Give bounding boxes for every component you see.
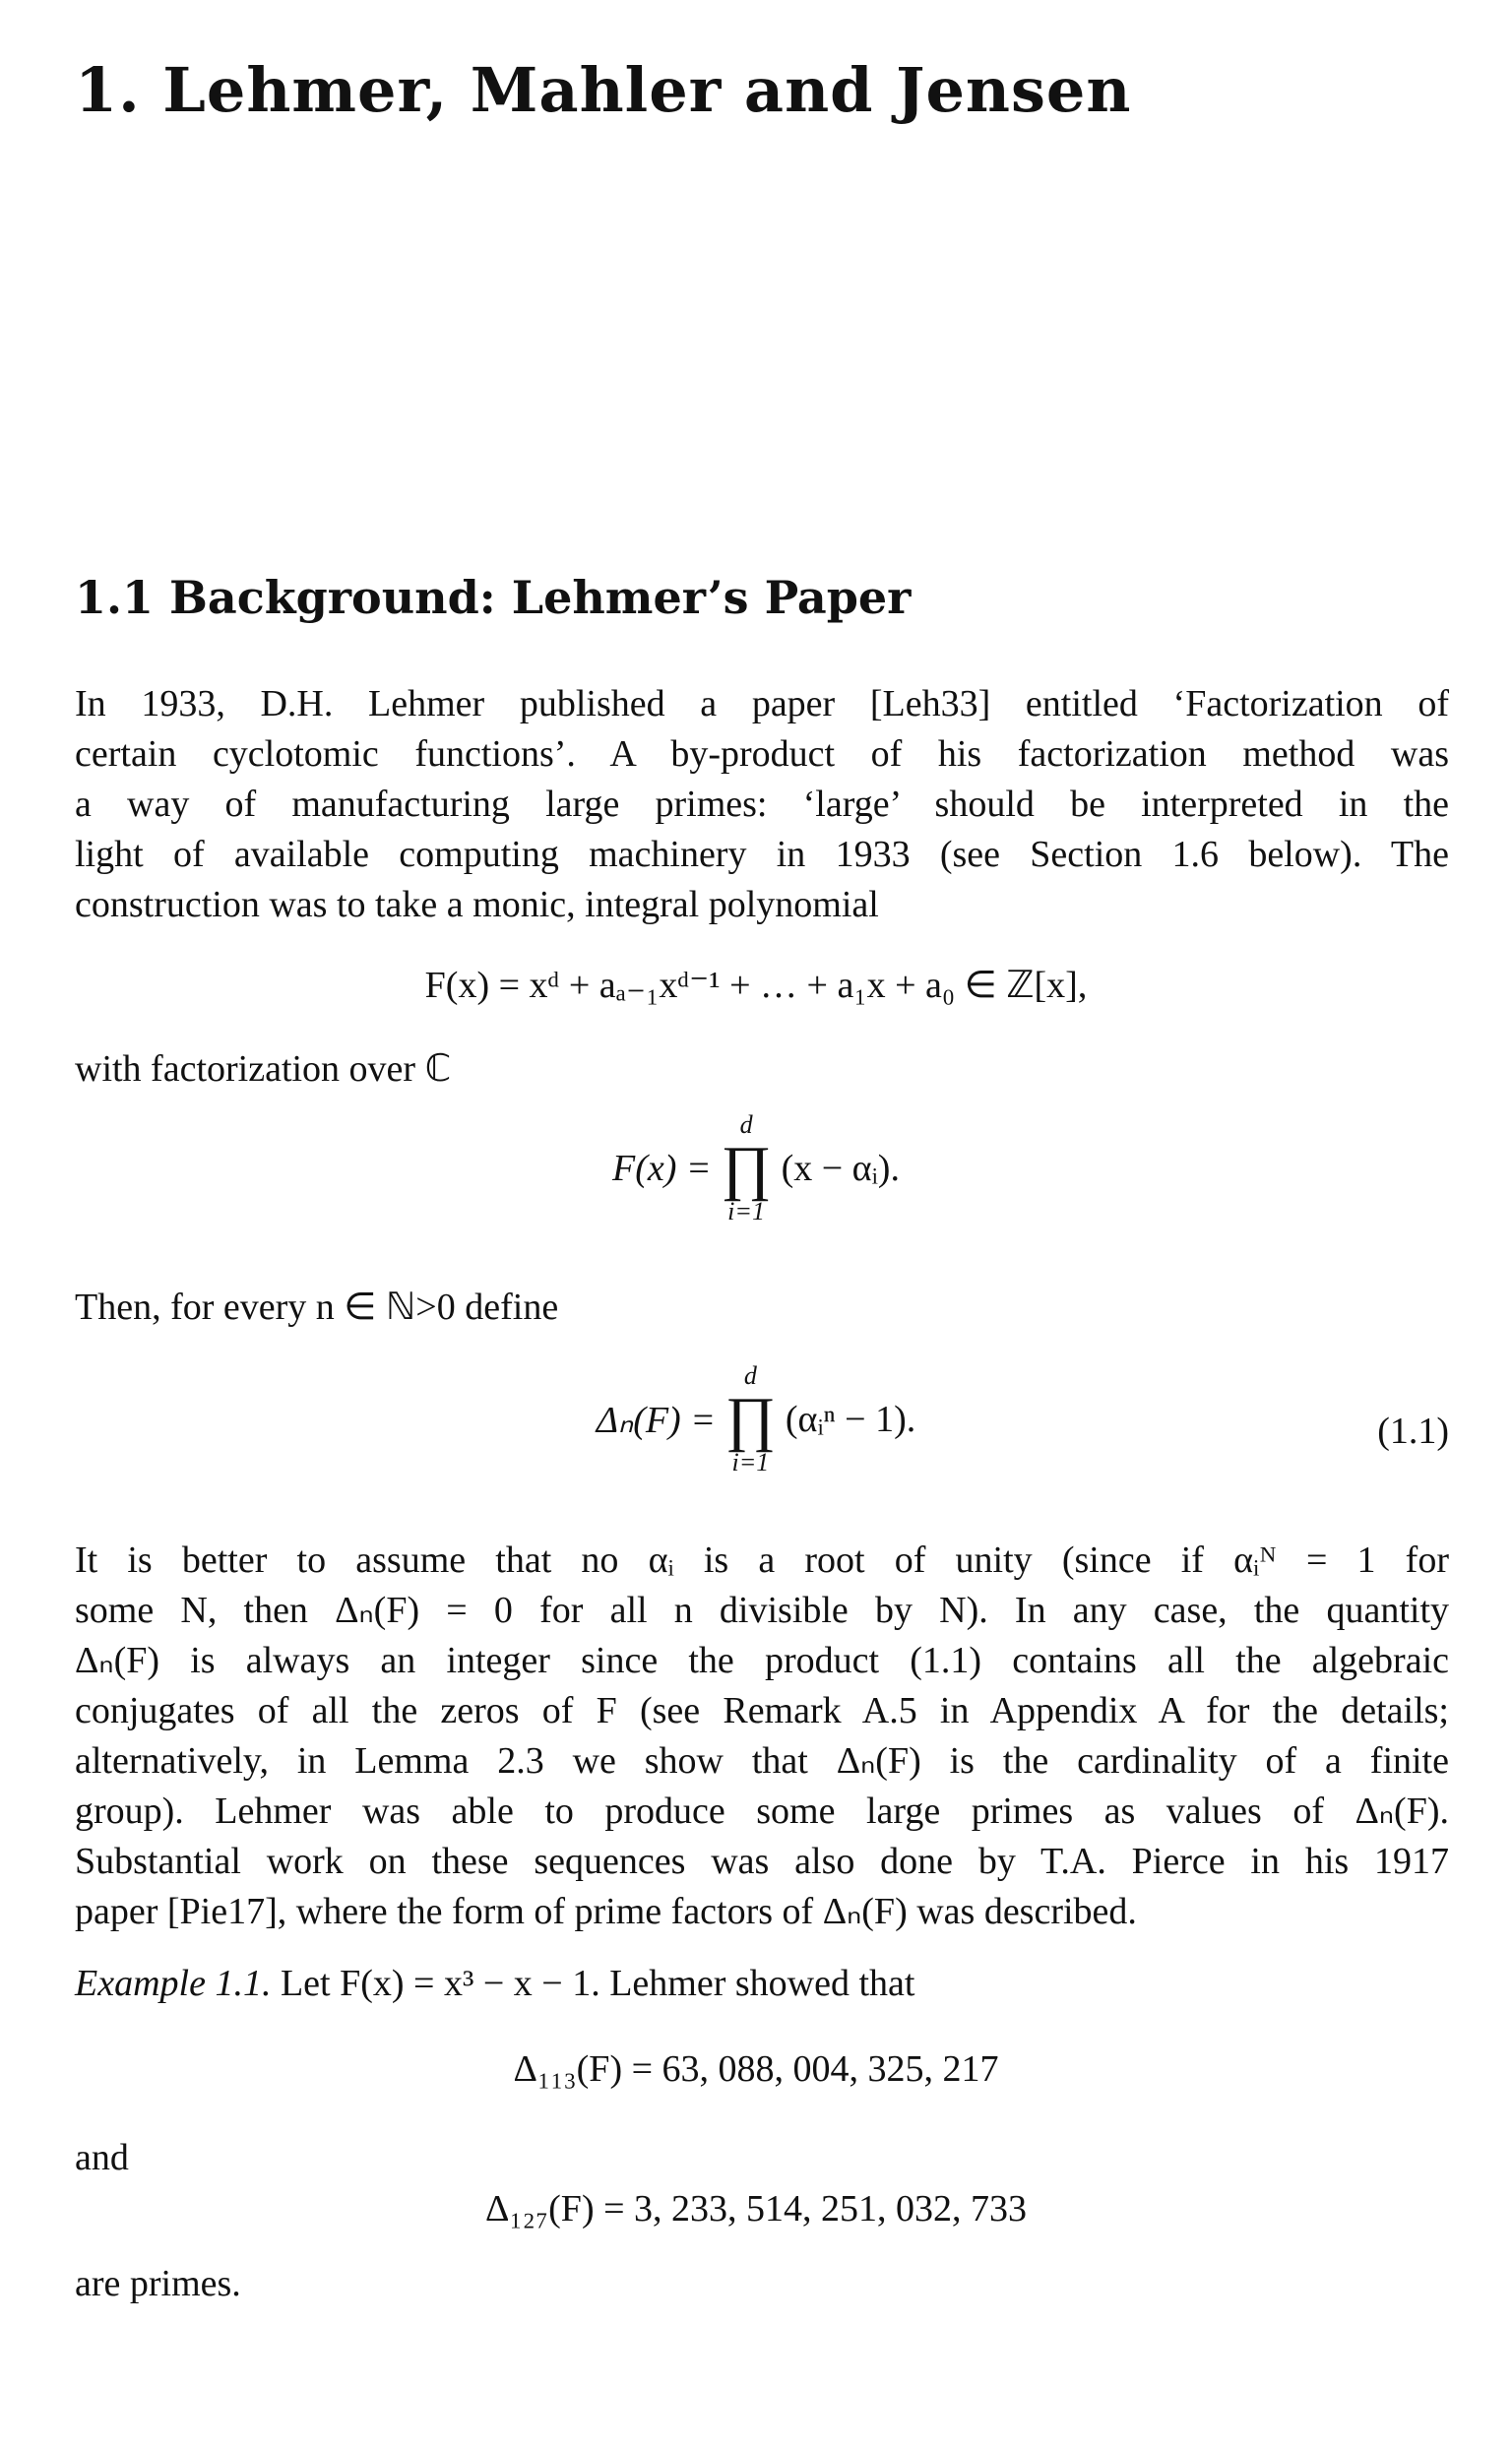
- delta-lhs: Δₙ(F) =: [596, 1399, 716, 1441]
- example-closing: are primes.: [75, 2263, 241, 2304]
- example-text: Let F(x) = x³ − x − 1. Lehmer showed that: [280, 1963, 915, 2004]
- factorization-rhs: (x − αᵢ).: [781, 1148, 900, 1189]
- product-operator: [725, 1363, 776, 1476]
- with-factorization-text: with factorization over ℂ: [75, 1048, 452, 1090]
- factorization-equation: [0, 1112, 1512, 1225]
- discussion-line: Substantial work on these sequences was also done by T.A. Pierce in his 1917: [75, 1841, 1449, 1882]
- delta-rhs: (αᵢⁿ − 1).: [785, 1399, 916, 1440]
- product-operator: [722, 1112, 772, 1225]
- intro-line: light of available computing machinery in 1933 (see Section 1.6 below). The: [75, 834, 1449, 875]
- equation-number: (1.1): [1377, 1411, 1449, 1452]
- product-lower-limit: i=1: [727, 1197, 765, 1225]
- discussion-paragraph: [75, 1536, 1449, 1937]
- product-upper-limit: d: [739, 1110, 753, 1139]
- factorization-lhs: F(x) =: [612, 1148, 712, 1189]
- discussion-line: paper [Pie17], where the form of prime factors of Δₙ(F) was described.: [75, 1891, 1137, 1932]
- section-title: 1.1 Background: Lehmer’s Paper: [75, 571, 912, 624]
- discussion-line: Δₙ(F) is always an integer since the product (1.1) contains all the algebraic: [75, 1640, 1449, 1681]
- delta-equation: [0, 1363, 1512, 1476]
- intro-line: construction was to take a monic, integral polynomial: [75, 884, 879, 925]
- discussion-line: alternatively, in Lemma 2.3 we show that Δₙ(F) is the cardinality of a finite: [75, 1740, 1449, 1782]
- discussion-line: group). Lehmer was able to produce some large primes as values of Δₙ(F).: [75, 1790, 1449, 1832]
- example-and: and: [75, 2137, 129, 2178]
- chapter-title: 1. Lehmer, Mahler and Jensen: [75, 54, 1132, 126]
- example-equation-2: Δ₁₂₇(F) = 3, 233, 514, 251, 032, 733: [484, 2188, 1028, 2230]
- intro-line: certain cyclotomic functions’. A by-product of his factorization method was: [75, 733, 1449, 775]
- product-upper-limit: d: [743, 1361, 757, 1390]
- product-symbol: ∏: [721, 1135, 772, 1202]
- example-equation-1: Δ₁₁₃(F) = 63, 088, 004, 325, 217: [513, 2048, 999, 2090]
- discussion-line: It is better to assume that no αᵢ is a root of unity (since if αᵢᴺ = 1 for: [75, 1539, 1449, 1581]
- intro-paragraph: [75, 679, 1449, 930]
- discussion-line: some N, then Δₙ(F) = 0 for all n divisible by N). In any case, the quantity: [75, 1590, 1449, 1631]
- example-statement: [75, 1962, 914, 2005]
- intro-line: In 1933, D.H. Lehmer published a paper [Leh33] entitled ‘Factorization of: [75, 683, 1449, 724]
- discussion-line: conjugates of all the zeros of F (see Remark A.5 in Appendix A for the details;: [75, 1690, 1449, 1731]
- product-lower-limit: i=1: [731, 1448, 770, 1476]
- intro-line: a way of manufacturing large primes: ‘large’ should be interpreted in the: [75, 784, 1449, 825]
- polynomial-equation: F(x) = xᵈ + aₐ₋₁xᵈ⁻¹ + … + a₁x + a₀ ∈ ℤ[x],: [424, 965, 1088, 1006]
- product-symbol: ∏: [724, 1386, 776, 1453]
- example-label: Example 1.1.: [75, 1963, 272, 2004]
- then-define-text: Then, for every n ∈ ℕ>0 define: [75, 1287, 559, 1328]
